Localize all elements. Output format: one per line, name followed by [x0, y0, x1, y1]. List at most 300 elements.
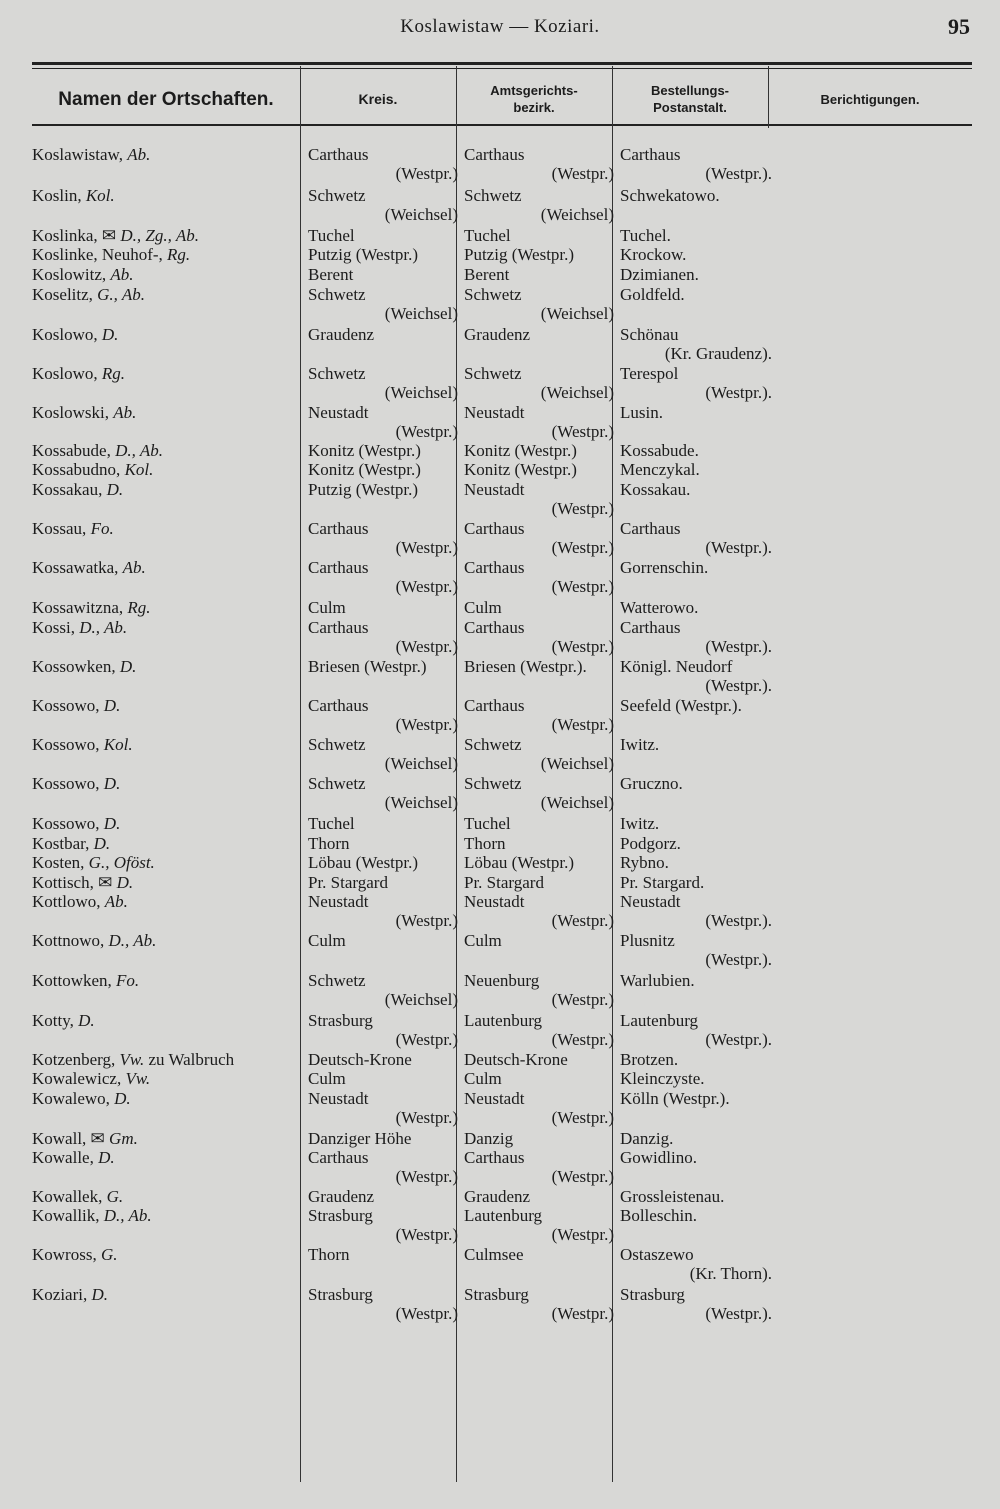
kreis-cell-line: (Westpr.) [395, 164, 458, 183]
place-name [32, 460, 300, 479]
amtsgericht-cell [464, 1187, 614, 1206]
place-type: D., Ab. [79, 618, 128, 637]
postanstalt-cell [620, 618, 772, 656]
amtsgericht-cell [464, 226, 614, 245]
amtsgericht-cell [464, 696, 614, 734]
kreis-cell [308, 460, 458, 479]
postanstalt-cell-line: Bolleschin. [620, 1206, 697, 1225]
amtsgericht-cell-line: (Westpr.) [551, 1030, 614, 1049]
top-rule-thin [32, 68, 972, 69]
amtsgericht-line-2: bezirk. [513, 100, 555, 115]
postanstalt-cell [620, 186, 772, 205]
postanstalt-cell-line: Strasburg [620, 1285, 685, 1304]
kreis-cell-line: (Weichsel) [384, 205, 458, 224]
place-type: D., Ab. [103, 1206, 152, 1225]
kreis-cell-line: Putzig (Westpr.) [308, 245, 419, 264]
postanstalt-cell-line: Watterowo. [620, 598, 699, 617]
place-name [32, 873, 300, 892]
place-name-text: Kotzenberg, [32, 1050, 120, 1069]
amtsgericht-cell-line: Pr. Stargard [464, 873, 544, 892]
amtsgericht-cell-line: Berent [464, 265, 510, 284]
postanstalt-cell [620, 892, 772, 930]
kreis-cell [308, 892, 458, 930]
postanstalt-cell-line: Pr. Stargard. [620, 873, 705, 892]
kreis-cell [308, 226, 458, 245]
place-name-text: Kowalle, [32, 1148, 99, 1167]
amtsgericht-cell-line: Danzig [464, 1129, 514, 1148]
amtsgericht-cell [464, 931, 614, 950]
place-name [32, 245, 300, 264]
postanstalt-cell-line: (Westpr.). [705, 637, 772, 656]
kreis-cell [308, 480, 458, 499]
amtsgericht-cell-line: Lautenburg [464, 1206, 543, 1225]
amtsgericht-cell [464, 814, 614, 833]
place-type: D. [78, 1011, 95, 1030]
place-name [32, 186, 300, 205]
place-name-text: Kossawitzna, [32, 598, 128, 617]
amtsgericht-cell-line: Neustadt [464, 403, 525, 422]
postanstalt-cell [620, 364, 772, 402]
kreis-cell-line: (Weichsel) [384, 383, 458, 402]
postanstalt-cell [620, 1206, 772, 1225]
place-name [32, 1050, 300, 1069]
kreis-cell-line: (Weichsel) [384, 793, 458, 812]
amtsgericht-cell-line: Schwetz [464, 364, 522, 383]
postanstalt-cell [620, 1187, 772, 1206]
kreis-cell-line: Neustadt [308, 403, 369, 422]
amtsgericht-cell-line: (Weichsel) [540, 754, 614, 773]
kreis-cell-line: (Westpr.) [395, 1030, 458, 1049]
amtsgericht-cell-line: (Weichsel) [540, 383, 614, 402]
amtsgericht-cell [464, 853, 614, 872]
postanstalt-cell-line: (Westpr.). [705, 950, 772, 969]
kreis-cell-line: Neustadt [308, 1089, 369, 1108]
kreis-cell [308, 814, 458, 833]
postanstalt-cell-line: (Westpr.). [705, 676, 772, 695]
kreis-cell [308, 1089, 458, 1127]
place-name-text: Kottnowo, [32, 931, 109, 950]
kreis-cell-line: Schwetz [308, 364, 366, 383]
place-name-text: Kossawatka, [32, 558, 123, 577]
amtsgericht-cell-line: Neustadt [464, 1089, 525, 1108]
postanstalt-line-1: Bestellungs- [650, 83, 729, 98]
amtsgericht-cell-line: Schwetz [464, 285, 522, 304]
kreis-cell-line: (Weichsel) [384, 990, 458, 1009]
amtsgericht-cell [464, 598, 614, 617]
place-type: D. [98, 1148, 115, 1167]
amtsgericht-cell-line: Neuenburg [464, 971, 540, 990]
place-name-text: Kowalewicz, [32, 1069, 126, 1088]
postanstalt-cell-line: Menczykal. [620, 460, 700, 479]
kreis-cell-line: (Westpr.) [395, 422, 458, 441]
place-name [32, 441, 300, 460]
kreis-cell [308, 971, 458, 1009]
place-name [32, 853, 300, 872]
place-type: D. [93, 834, 111, 853]
postanstalt-cell-line: Neustadt [620, 892, 681, 911]
place-type: D., Ab. [115, 441, 163, 460]
place-name-text: Kossowo, [32, 696, 104, 715]
kreis-cell [308, 1148, 458, 1186]
amtsgericht-cell [464, 285, 614, 323]
kreis-cell [308, 186, 458, 224]
postanstalt-cell-line: (Westpr.). [705, 1304, 772, 1323]
postanstalt-cell-line: Gowidlino. [620, 1148, 697, 1167]
amtsgericht-cell-line: (Westpr.) [551, 577, 614, 596]
amtsgericht-cell [464, 145, 614, 183]
place-name-text: Kossakau, [32, 480, 107, 499]
kreis-cell-line: Konitz (Westpr.) [308, 460, 421, 479]
amtsgericht-cell-line: (Westpr.) [551, 1108, 614, 1127]
kreis-cell [308, 325, 458, 344]
place-name-text: Koslowo, [32, 325, 102, 344]
place-name [32, 1069, 300, 1088]
postanstalt-cell-line: Warlubien. [620, 971, 695, 990]
kreis-cell-line: (Westpr.) [395, 1108, 458, 1127]
place-type: Kol. [124, 460, 154, 479]
amtsgericht-cell [464, 480, 614, 518]
place-type: D. [103, 814, 121, 833]
postanstalt-cell [620, 1285, 772, 1323]
kreis-cell [308, 285, 458, 323]
amtsgericht-cell-line: Tuchel [464, 814, 511, 833]
place-type: Rg. [101, 364, 126, 383]
kreis-cell [308, 735, 458, 773]
postanstalt-cell-line: Seefeld (Westpr.). [620, 696, 742, 715]
postanstalt-cell [620, 325, 772, 363]
place-type: Kol. [103, 735, 133, 754]
postanstalt-cell [620, 735, 772, 754]
postanstalt-cell [620, 598, 772, 617]
amtsgericht-cell-line: Tuchel [464, 226, 511, 245]
kreis-cell-line: (Westpr.) [395, 577, 458, 596]
place-name [32, 325, 300, 344]
place-name-text: Koslowo, [32, 364, 102, 383]
kreis-cell-line: Carthaus [308, 519, 369, 538]
postanstalt-cell [620, 971, 772, 990]
kreis-cell-line: Danziger Höhe [308, 1129, 412, 1148]
place-name-text: Kossowo, [32, 774, 104, 793]
kreis-cell-line: Putzig (Westpr.) [308, 480, 419, 499]
postanstalt-cell [620, 245, 772, 264]
amtsgericht-cell-line: (Westpr.) [551, 1167, 614, 1186]
amtsgericht-cell [464, 364, 614, 402]
amtsgericht-cell-line: (Westpr.) [551, 637, 614, 656]
kreis-cell-line: Schwetz [308, 735, 366, 754]
place-name [32, 971, 300, 990]
amtsgericht-cell [464, 441, 614, 460]
amtsgericht-cell-line: Graudenz [464, 1187, 531, 1206]
amtsgericht-cell-line: Briesen (Westpr.). [464, 657, 587, 676]
postanstalt-cell-line: Plusnitz [620, 931, 675, 950]
amtsgericht-cell-line: (Westpr.) [551, 715, 614, 734]
postanstalt-cell-line: Carthaus [620, 145, 681, 164]
place-type: D. [106, 480, 124, 499]
amtsgericht-cell [464, 1069, 614, 1088]
amtsgericht-cell-line: Carthaus [464, 519, 525, 538]
amtsgericht-cell-line: (Westpr.) [551, 164, 614, 183]
postanstalt-cell-line: Schönau [620, 325, 679, 344]
place-name-text: Koselitz, [32, 285, 98, 304]
kreis-cell-line: Graudenz [308, 325, 375, 344]
place-suffix: zu Walbruch [144, 1050, 235, 1069]
place-type: G. [106, 1187, 124, 1206]
kreis-cell-line: Thorn [308, 1245, 350, 1264]
postanstalt-cell [620, 460, 772, 479]
postanstalt-cell-line: (Westpr.). [705, 538, 772, 557]
postanstalt-cell-line: Iwitz. [620, 814, 660, 833]
amtsgericht-cell-line: Culm [464, 931, 502, 950]
place-type: Ab. [110, 265, 134, 284]
place-name-text: Koslinke, Neuhof-, [32, 245, 168, 264]
place-name-text: Kotty, [32, 1011, 79, 1030]
kreis-cell-line: Strasburg [308, 1011, 373, 1030]
kreis-cell-line: Carthaus [308, 618, 369, 637]
amtsgericht-cell-line: (Westpr.) [551, 422, 614, 441]
kreis-cell [308, 1187, 458, 1206]
page-title: Koslawistaw — Koziari. [400, 16, 600, 37]
kreis-cell [308, 1206, 458, 1244]
place-name-text: Kottowken, [32, 971, 117, 990]
top-rule [32, 62, 972, 65]
postanstalt-cell-line: (Westpr.). [705, 164, 772, 183]
amtsgericht-cell-line: Carthaus [464, 145, 525, 164]
amtsgericht-cell [464, 1050, 614, 1069]
kreis-cell-line: (Westpr.) [395, 1225, 458, 1244]
kreis-cell-line: (Westpr.) [395, 637, 458, 656]
place-name-text: Kowallik, [32, 1206, 104, 1225]
place-name [32, 1187, 300, 1206]
amtsgericht-cell [464, 1245, 614, 1264]
header-bottom-rule [32, 124, 972, 126]
place-type: Fo. [90, 519, 114, 538]
postanstalt-cell-line: Carthaus [620, 618, 681, 637]
kreis-cell-line: Carthaus [308, 1148, 369, 1167]
kreis-cell-line: Schwetz [308, 971, 366, 990]
postanstalt-cell [620, 696, 772, 715]
postanstalt-cell-line: (Westpr.). [705, 911, 772, 930]
kreis-cell [308, 618, 458, 656]
place-name-text: Kowall, ✉ [32, 1129, 110, 1148]
kreis-cell [308, 657, 458, 676]
place-type: D., Ab. [108, 931, 157, 950]
place-name-text: Koslawistaw, [32, 145, 128, 164]
kreis-cell-line: Briesen (Westpr.) [308, 657, 427, 676]
kreis-cell [308, 265, 458, 284]
postanstalt-cell [620, 285, 772, 304]
postanstalt-cell-line: Goldfeld. [620, 285, 685, 304]
amtsgericht-cell-line: Putzig (Westpr.) [464, 245, 575, 264]
amtsgericht-cell-line: (Westpr.) [551, 911, 614, 930]
place-name-text: Koslin, [32, 186, 86, 205]
postanstalt-cell-line: Grossleistenau. [620, 1187, 725, 1206]
place-name-text: Kowross, [32, 1245, 101, 1264]
place-type: D. [101, 325, 119, 344]
postanstalt-cell-line: Königl. Neudorf [620, 657, 733, 676]
amtsgericht-cell-line: (Westpr.) [551, 538, 614, 557]
kreis-cell [308, 558, 458, 596]
place-type: G. [100, 1245, 118, 1264]
place-name [32, 145, 300, 164]
postanstalt-line-2: Postanstalt. [653, 100, 727, 115]
page-number: 95 [948, 14, 970, 39]
amtsgericht-cell [464, 774, 614, 812]
kreis-cell-line: Thorn [308, 834, 350, 853]
running-head [0, 16, 1000, 46]
kreis-cell [308, 774, 458, 812]
postanstalt-cell-line: Carthaus [620, 519, 681, 538]
kreis-cell [308, 441, 458, 460]
place-name-text: Kottlowo, [32, 892, 105, 911]
kreis-cell [308, 1069, 458, 1088]
kreis-cell-line: Culm [308, 1069, 346, 1088]
place-name [32, 618, 300, 637]
amtsgericht-cell [464, 1089, 614, 1127]
kreis-cell [308, 1245, 458, 1264]
place-name [32, 892, 300, 911]
place-name [32, 1129, 300, 1148]
amtsgericht-cell [464, 971, 614, 1009]
place-name-text: Koziari, [32, 1285, 92, 1304]
place-type: G., Oföst. [88, 853, 155, 872]
kreis-cell-line: Löbau (Westpr.) [308, 853, 419, 872]
postanstalt-cell [620, 657, 772, 695]
kreis-cell-line: Schwetz [308, 285, 366, 304]
kreis-cell-line: Berent [308, 265, 354, 284]
place-type: Rg. [167, 245, 191, 264]
amtsgericht-cell [464, 186, 614, 224]
postanstalt-cell-line: Terespol [620, 364, 679, 383]
kreis-cell-line: (Westpr.) [395, 911, 458, 930]
kreis-cell [308, 403, 458, 441]
amtsgericht-cell-line: (Westpr.) [551, 499, 614, 518]
amtsgericht-cell-line: (Weichsel) [540, 205, 614, 224]
kreis-cell-line: (Westpr.) [395, 1304, 458, 1323]
amtsgericht-cell-line: Culmsee [464, 1245, 524, 1264]
kreis-cell-line: Carthaus [308, 696, 369, 715]
place-name-text: Kowalewo, [32, 1089, 115, 1108]
amtsgericht-line-1: Amtsgerichts- [490, 83, 578, 98]
amtsgericht-cell-line: (Westpr.) [551, 990, 614, 1009]
place-name [32, 1089, 300, 1108]
amtsgericht-cell-line: Schwetz [464, 735, 522, 754]
place-name [32, 1245, 300, 1264]
postanstalt-cell [620, 814, 772, 833]
postanstalt-cell [620, 931, 772, 969]
place-name [32, 519, 300, 538]
postanstalt-cell-line: Kossakau. [620, 480, 691, 499]
place-type: Ab. [122, 558, 146, 577]
kreis-cell [308, 853, 458, 872]
kreis-cell-line: Schwetz [308, 774, 366, 793]
place-type: Ab. [104, 892, 128, 911]
amtsgericht-cell-line: Konitz (Westpr.) [464, 460, 577, 479]
kreis-cell [308, 1011, 458, 1049]
place-name [32, 226, 300, 245]
place-type: G., Ab. [97, 285, 146, 304]
postanstalt-cell-line: (Kr. Thorn). [689, 1264, 772, 1283]
amtsgericht-cell-line: Neustadt [464, 892, 525, 911]
amtsgericht-cell-line: Carthaus [464, 696, 525, 715]
amtsgericht-cell [464, 325, 614, 344]
amtsgericht-cell [464, 558, 614, 596]
place-name-text: Kossabudno, [32, 460, 125, 479]
postanstalt-cell [620, 1069, 772, 1088]
column-header-postanstalt [612, 76, 768, 122]
place-name [32, 403, 300, 422]
kreis-cell-line: Pr. Stargard [308, 873, 388, 892]
amtsgericht-cell-line: Strasburg [464, 1285, 529, 1304]
amtsgericht-cell-line: Schwetz [464, 186, 522, 205]
kreis-cell-line: Graudenz [308, 1187, 375, 1206]
kreis-cell [308, 834, 458, 853]
place-name-text: Koslowski, [32, 403, 114, 422]
postanstalt-cell [620, 853, 772, 872]
kreis-cell-line: Carthaus [308, 145, 369, 164]
postanstalt-cell [620, 226, 772, 245]
postanstalt-cell [620, 873, 772, 892]
place-type: Rg. [127, 598, 151, 617]
place-name [32, 814, 300, 833]
place-name [32, 558, 300, 577]
amtsgericht-cell [464, 618, 614, 656]
amtsgericht-cell [464, 1206, 614, 1244]
kreis-cell [308, 696, 458, 734]
kreis-cell-line: (Westpr.) [395, 715, 458, 734]
postanstalt-cell [620, 1245, 772, 1283]
amtsgericht-cell-line: Carthaus [464, 558, 525, 577]
postanstalt-cell-line: Danzig. [620, 1129, 674, 1148]
postanstalt-cell [620, 1089, 772, 1108]
kreis-cell [308, 931, 458, 950]
place-name [32, 696, 300, 715]
place-type: Gm. [109, 1129, 138, 1148]
place-name [32, 931, 300, 950]
amtsgericht-cell [464, 265, 614, 284]
place-name [32, 1011, 300, 1030]
postanstalt-cell [620, 1129, 772, 1148]
place-name-text: Kostbar, [32, 834, 94, 853]
place-type: D. [103, 696, 121, 715]
place-name [32, 1285, 300, 1304]
amtsgericht-cell-line: Konitz (Westpr.) [464, 441, 577, 460]
kreis-cell [308, 145, 458, 183]
kreis-cell [308, 1285, 458, 1323]
kreis-cell [308, 519, 458, 557]
place-type: Vw. [119, 1050, 145, 1069]
postanstalt-cell-line: (Westpr.). [705, 1030, 772, 1049]
amtsgericht-cell-line: Culm [464, 1069, 502, 1088]
amtsgericht-cell [464, 1285, 614, 1323]
postanstalt-cell [620, 265, 772, 284]
amtsgericht-cell [464, 873, 614, 892]
kreis-cell-line: Tuchel [308, 814, 355, 833]
kreis-cell-line: Strasburg [308, 1285, 373, 1304]
place-name-text: Koslowitz, [32, 265, 111, 284]
amtsgericht-cell [464, 403, 614, 441]
place-name [32, 657, 300, 676]
place-type: D. [116, 873, 134, 892]
amtsgericht-cell [464, 460, 614, 479]
kreis-cell-line: Tuchel [308, 226, 355, 245]
place-name-text: Kossau, [32, 519, 91, 538]
postanstalt-cell [620, 441, 772, 460]
amtsgericht-cell [464, 735, 614, 773]
amtsgericht-cell-line: Löbau (Westpr.) [464, 853, 575, 872]
kreis-cell-line: (Westpr.) [395, 1167, 458, 1186]
amtsgericht-cell-line: Carthaus [464, 1148, 525, 1167]
amtsgericht-cell-line: Carthaus [464, 618, 525, 637]
